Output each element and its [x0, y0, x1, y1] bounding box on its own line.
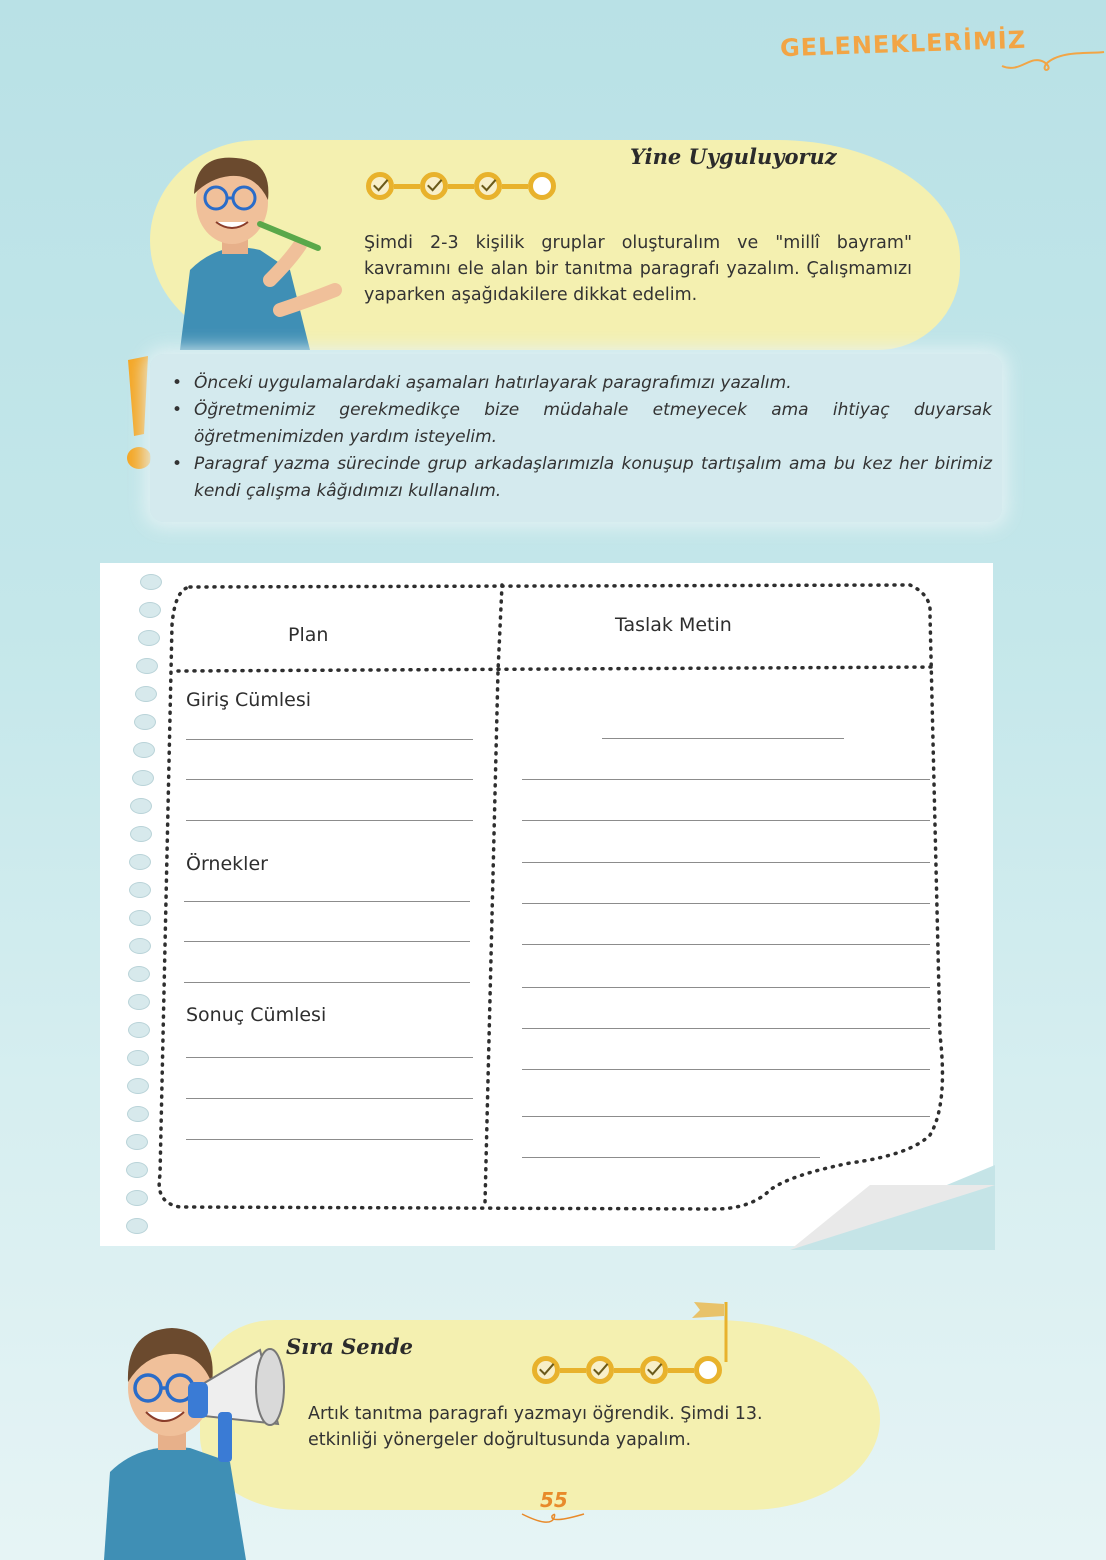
draft-line[interactable]: [522, 862, 930, 863]
write-line[interactable]: [184, 901, 470, 902]
binder-hole: [129, 938, 151, 954]
binder-hole: [127, 1078, 149, 1094]
binder-hole: [128, 1022, 150, 1038]
draft-line[interactable]: [522, 903, 930, 904]
check-circle-icon: [366, 172, 394, 200]
draft-line[interactable]: [522, 820, 930, 821]
check-circle-icon: [420, 172, 448, 200]
binder-hole: [128, 994, 150, 1010]
intro-sentence-label: Giriş Cümlesi: [186, 689, 311, 711]
check-circle-icon: [640, 1356, 668, 1384]
binder-hole: [126, 1190, 148, 1206]
write-line[interactable]: [186, 1139, 473, 1140]
check-circle-icon: [474, 172, 502, 200]
progress-steps-final: [532, 1356, 722, 1384]
draft-line[interactable]: [522, 1028, 930, 1029]
write-line[interactable]: [186, 739, 473, 740]
binder-hole: [130, 798, 152, 814]
write-line[interactable]: [186, 779, 473, 780]
header-swirl-icon: [1000, 44, 1106, 74]
binder-hole: [126, 1162, 148, 1178]
write-line[interactable]: [184, 982, 470, 983]
page-number: 55: [540, 1488, 568, 1512]
chapter-title: GELENEKLERİMİZ: [779, 25, 1027, 63]
draft-line[interactable]: [522, 779, 930, 780]
worksheet-frame: [150, 575, 950, 1215]
examples-label: Örnekler: [186, 853, 268, 875]
page-number-swirl-icon: [520, 1510, 586, 1530]
empty-circle-icon: [528, 172, 556, 200]
conclusion-label: Sonuç Cümlesi: [186, 1004, 327, 1026]
binder-hole: [129, 882, 151, 898]
draft-line[interactable]: [522, 1069, 930, 1070]
draft-line[interactable]: [522, 944, 930, 945]
write-line[interactable]: [186, 1098, 473, 1099]
tip-item: • Öğretmenimiz gerekmedikçe bize müdahale etmeyecek ama ihtiyaç duyarsak öğretmenimizden yardım isteyelim.: [170, 397, 1002, 451]
tip-item: • Paragraf yazma sürecinde grup arkadaşlarımızla konuşup tartışalım ama bu kez her birimiz kendi çalışma kâğıdımızı kullanalım.: [170, 451, 1002, 505]
binder-hole: [127, 1106, 149, 1122]
draft-line[interactable]: [522, 987, 930, 988]
instructions-text: Şimdi 2-3 kişilik gruplar oluşturalım ve "millî bayram" kavramını ele alan bir tanıtma paragrafı yazalım. Çalışmamızı yaparken aşağıdakilere dikkat edelim.: [364, 233, 912, 305]
binder-hole: [126, 1218, 148, 1234]
boy-with-pencil-illustration: [160, 140, 350, 350]
binder-hole: [129, 910, 151, 926]
write-line[interactable]: [186, 820, 473, 821]
section-title: Sıra Sende: [286, 1334, 413, 1359]
draft-header: Taslak Metin: [615, 614, 732, 636]
your-turn-text: Artık tanıtma paragrafı yazmayı öğrendik. Şimdi 13. etkinliği yönergeler doğrultusunda yapalım.: [308, 1404, 763, 1450]
empty-circle-icon: [694, 1356, 722, 1384]
check-circle-icon: [532, 1356, 560, 1384]
tip-item: • Önceki uygulamalardaki aşamaları hatırlayarak paragrafımızı yazalım.: [170, 370, 1002, 397]
section-title: Yine Uyguluyoruz: [630, 144, 837, 169]
write-line[interactable]: [184, 941, 470, 942]
binder-hole: [130, 826, 152, 842]
tips-box: [150, 354, 1002, 522]
boy-with-megaphone-illustration: [100, 1312, 300, 1560]
plan-header: Plan: [288, 624, 329, 646]
check-circle-icon: [586, 1356, 614, 1384]
write-line[interactable]: [186, 1057, 473, 1058]
draft-line[interactable]: [522, 1157, 820, 1158]
progress-steps: [366, 172, 556, 200]
flag-icon: [690, 1300, 730, 1362]
draft-title-line[interactable]: [602, 738, 844, 739]
draft-line[interactable]: [522, 1116, 930, 1117]
